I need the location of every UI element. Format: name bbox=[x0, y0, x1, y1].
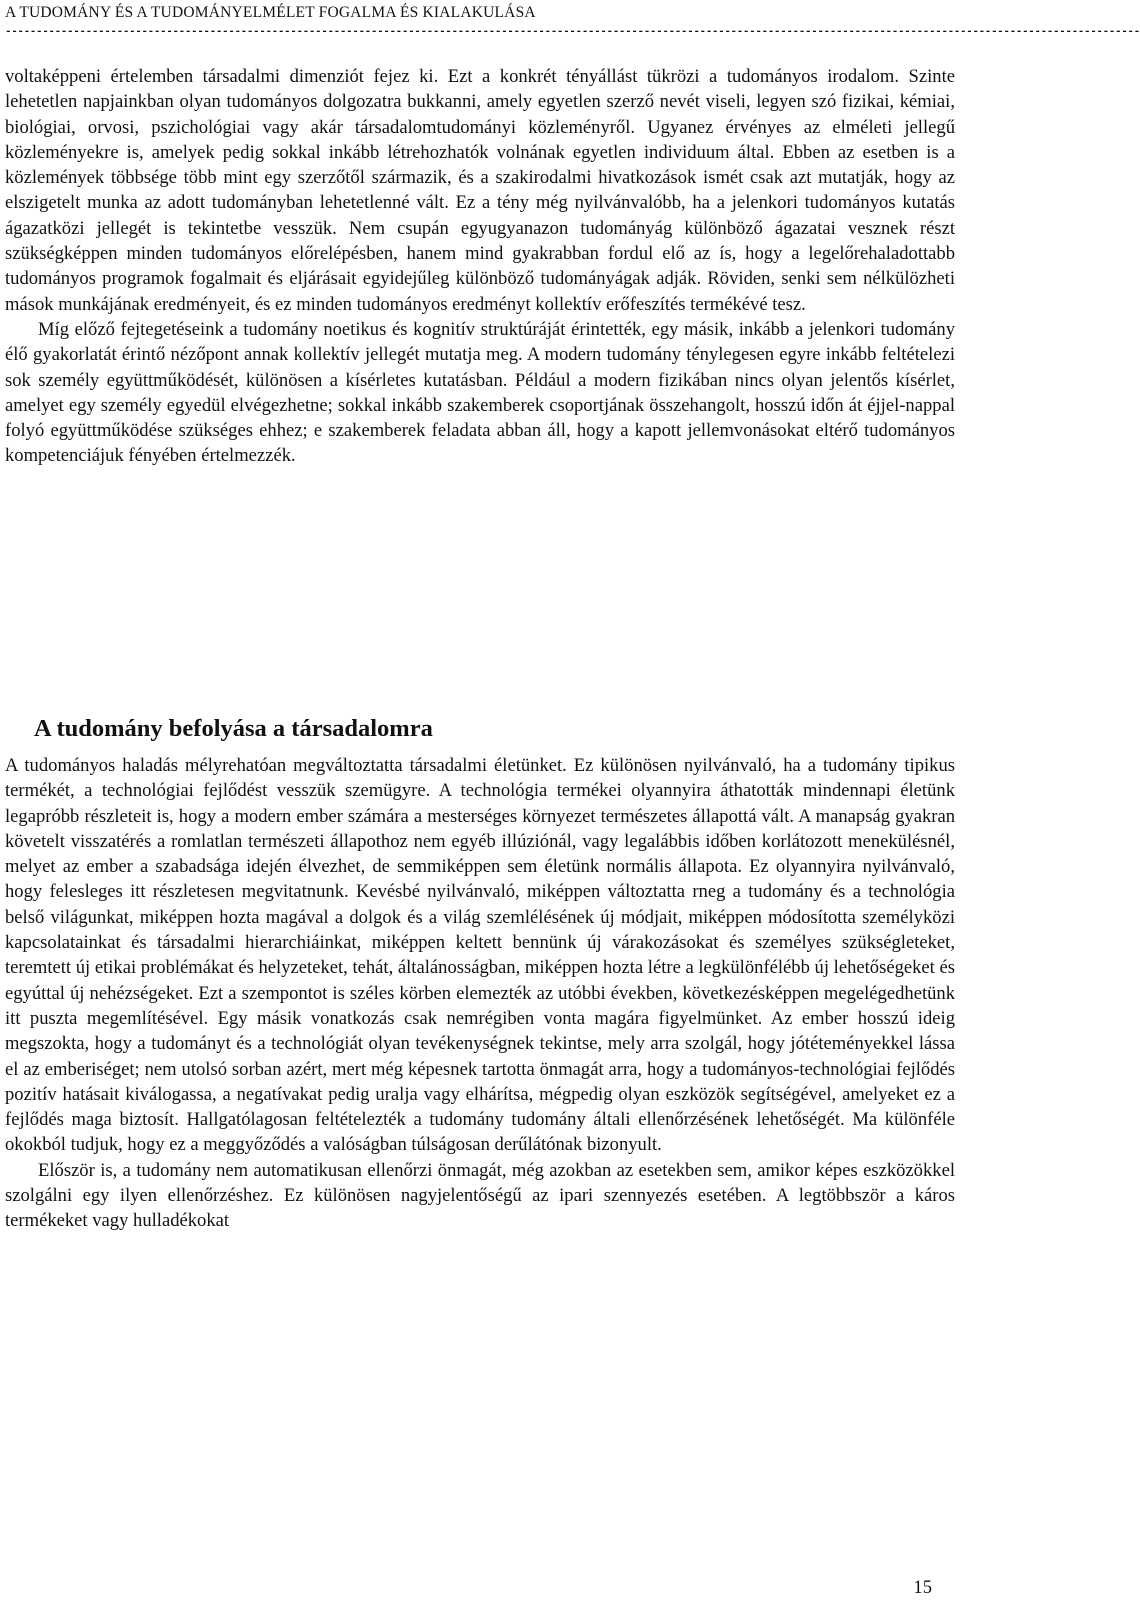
text-block-lower bbox=[5, 753, 955, 1234]
text-block-upper bbox=[5, 64, 955, 469]
paragraph-continuation: voltaképpeni értelemben társadalmi dimenziót fejez ki. Ezt a konkrét tényállást tükrözi a tudományos irodalom. Szinte lehetetlen napjainkban olyan tudományos dolgozatra bukkanni, amely egyetlen szerző nevét viseli, legyen szó fizikai, kémiai, biológiai, orvosi, pszichológiai vagy akár társadalomtudományi közleményről. Ugyanez érvényes az elméleti jellegű közleményekre is, amelyek pedig sokkal inkább létrehozhatók volnának egyetlen individuum által. Ebben az esetben is a közlemények többsége több mint egy szerzőtől származik, és a szakirodalmi hivatkozások ismét csak azt mutatják, hogy az elszigetelt munka az adott tudományban lehetetlenné vált. Ez a tény még nyilvánvalóbb, ha a jelenkori tudományos kutatás ágazatközi jellegét is tekintetbe vesszük. Nem csupán egyugyanazon tudományág különböző ágazatai vesznek részt szükségképpen minden tudományos előrelépésben, hanem mind gyakrabban fordul elő az ís, hogy a legelőrehaladottabb tudományos programok fogalmait és eljárásait egyidejűleg különböző tudományágak adják. Röviden, senki sem nélkülözheti mások munkájának eredményeit, és ez minden tudományos eredményt kollektív erőfeszítés termékévé tesz. bbox=[5, 66, 955, 315]
header-dashed-rule: --------------------------------------------------------------------------------------------------------------------------------------------------------------------------------------- bbox=[5, 26, 1140, 38]
running-title: A TUDOMÁNY ÉS A TUDOMÁNYELMÉLET FOGALMA ÉS KIALAKULÁSA bbox=[5, 4, 536, 21]
section-heading: A tudomány befolyása a társadalomra bbox=[34, 715, 433, 742]
paragraph-collective-research: Míg előző fejtegetéseink a tudomány noetikus és kognitív struktúráját érintették, egy másik, inkább a jelenkori tudomány élő gyakorlatát érintő nézőpont annak kollektív jellegét mutatja meg. A modern tudomány ténylegesen egyre inkább feltételezi sok személy együttműködését, különösen a kísérletes kutatásban. Például a modern fizikában nincs olyan jelentős kísérlet, amelyet egy személy egyedül elvégezhetne; sokkal inkább szakemberek csoportjának összehangolt, hosszú időn át éjjel-nappal folyó együttműködése szükséges ehhez; e szakemberek feladata abban áll, hogy a kapott jellemvonásokat eltérő tudományos kompetenciájuk fényében értelmezzék. bbox=[5, 318, 955, 467]
paragraph-technology-impact: A tudományos haladás mélyrehatóan megváltoztatta társadalmi életünket. Ez különösen nyilvánvaló, ha a tudomány tipikus termékét, a technológiai fejlődést vesszük szemügyre. A technológia termékei olyannyira áthatották mindennapi életünk legapróbb részleteit is, hogy a modern ember számára a mesterséges környezet természetes állapottá vált. A manapság gyakran követelt visszatérés a romlatlan természeti állapothoz nem egyéb illúziónál, vagy legalábbis időben korlátozott menekülésnél, melyet az ember a szabadsága idején élvezhet, de semmiképpen sem életünk normális állapota. Ez olyannyira nyilvánvaló, hogy felesleges itt részletesen megvitatnunk. Kevésbé nyilvánvaló, miképpen változtatta rneg a tudomány és a technológia belső világunkat, miképpen hozta magával a dolgok és a világ szemlélésének új módjait, miképpen módosította személyközi kapcsolatainkat és társadalmi hierarchiáinkat, miképpen keltett bennünk új várakozásokat és személyes szükségleteket, teremtett új etikai problémákat és helyzeteket, tehát, általánosságban, miképpen hozta létre a legkülönfélébb új lehetőségeket és egyúttal új nehézségeket. Ezt a szempontot is széles körben elemezték az utóbbi években, következésképpen megelégedhetünk itt puszta megemlítésével. Egy másik vonatkozás csak nemrégiben vonta magára figyelmünket. Az ember hosszú ideig megszokta, hogy a tudományt és a technológiát olyan tevékenységnek tekintse, mely arra szolgál, hogy jótéteményekkel lássa el az emberiséget; nem utolsó sorban azért, mert még képesnek tartotta önmagát arra, hogy a tudományos-technológiai fejlődés pozitív hatásait kiválogassa, a negatívakat pedig uralja vagy elhárítsa, mégpedig olyan eszközök segítségével, amelyeket ez a fejlődés maga biztosít. Hallgatólagosan feltételezték a tudomány tudomány általi ellenőrzésének lehetőségét. Ma különféle okokból tudjuk, hogy ez a meggyőződés a valóságban túlságosan derűlátónak bizonyult. bbox=[5, 755, 955, 1156]
paragraph-self-control: Először is, a tudomány nem automatikusan ellenőrzi önmagát, még azokban az esetekben sem, amikor képes eszközökkel szolgálni egy ilyen ellenőrzéshez. Ez különösen nagyjelentőségű az ipari szennyezés esetében. A legtöbbször a káros termékeket vagy hulladékokat bbox=[5, 1159, 955, 1232]
page-number: 15 bbox=[913, 1577, 932, 1598]
